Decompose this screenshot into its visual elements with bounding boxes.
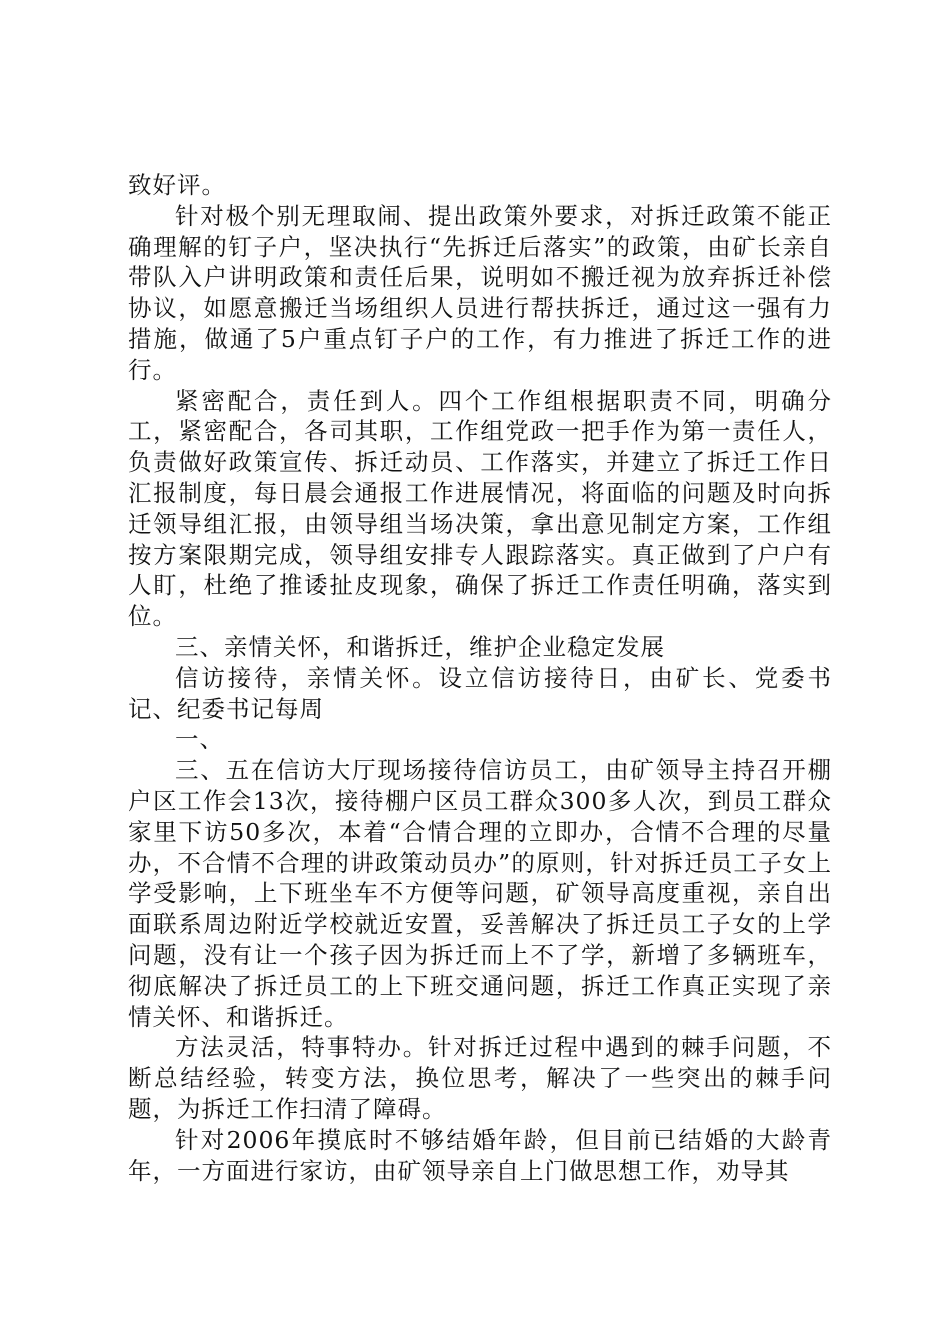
paragraph-7: 三、五在信访大厅现场接待信访员工，由矿领导主持召开棚户区工作会13次，接待棚户区员工群众300多人次，到员工群众家里下访50多次，本着“合情合理的立即办，合情不合理的尽量办，不合情不合理的讲政策动员办”的原则，针对拆迁员工子女上学受影响，上下班坐车不方便等问题，矿领导高度重视，亲自出面联系周边附近学校就近安置，妥善解决了拆迁员工子女的上学问题，没有让一个孩子因为拆迁而上不了学，新增了多辆班车，彻底解决了拆迁员工的上下班交通问题，拆迁工作真正实现了亲情关怀、和谐拆迁。 bbox=[128, 756, 832, 1031]
paragraph-1: 致好评。 bbox=[128, 171, 226, 199]
paragraph-2: 针对极个别无理取闹、提出政策外要求，对拆迁政策不能正确理解的钉子户，坚决执行“先拆迁后落实”的政策，由矿长亲自带队入户讲明政策和责任后果，说明如不搬迁视为放弃拆迁补偿协议，如愿意搬迁当场组织人员进行帮扶拆迁，通过这一强有力措施，做通了5户重点钉子户的工作，有力推进了拆迁工作的进行。 bbox=[128, 201, 832, 384]
section-heading-3: 三、亲情关怀，和谐拆迁，维护企业稳定发展 bbox=[175, 632, 665, 661]
paragraph-9: 针对2006年摸底时不够结婚年龄，但目前已结婚的大龄青年，一方面进行家访，由矿领导亲自上门做思想工作，劝导其 bbox=[128, 1125, 832, 1185]
paragraph-3: 紧密配合，责任到人。四个工作组根据职责不同，明确分工，紧密配合，各司其职，工作组党政一把手作为第一责任人，负责做好政策宣传、拆迁动员、工作落实，并建立了拆迁工作日汇报制度，每日晨会通报工作进展情况，将面临的问题及时向拆迁领导组汇报，由领导组当场决策，拿出意见制定方案，工作组按方案限期完成，领导组安排专人跟踪落实。真正做到了户户有人盯，杜绝了推诿扯皮现象，确保了拆迁工作责任明确，落实到位。 bbox=[128, 386, 832, 631]
paragraph-8: 方法灵活，特事特办。针对拆迁过程中遇到的棘手问题，不断总结经验，转变方法，换位思考，解决了一些突出的棘手问题，为拆迁工作扫清了障碍。 bbox=[128, 1033, 832, 1123]
paragraph-6: 一、 bbox=[175, 725, 224, 754]
paragraph-5: 信访接待，亲情关怀。设立信访接待日，由矿长、党委书记、纪委书记每周 bbox=[128, 663, 832, 723]
document-body bbox=[128, 170, 832, 1186]
